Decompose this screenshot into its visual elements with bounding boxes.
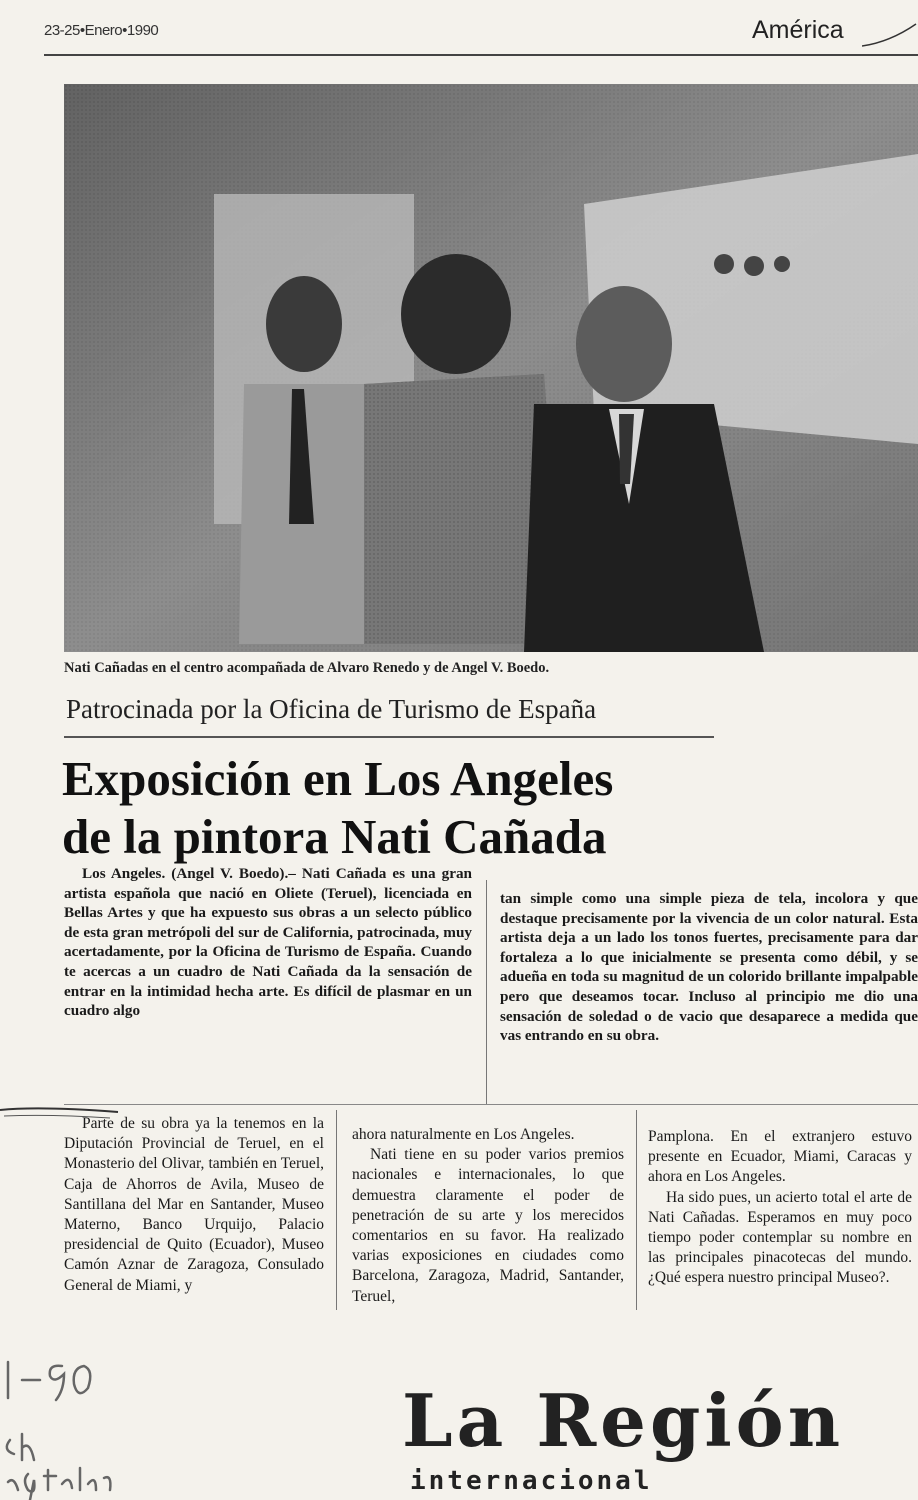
column-divider	[636, 1110, 637, 1310]
lead-column-2	[500, 889, 918, 1046]
lead-paragraph-1: Los Angeles. (Angel V. Boedo).– Nati Cañada es una gran artista española que nació en Oliete (Teruel), licenciada en Bellas Artes y que ha expuesto sus obras a un selecto público de esta gran metrópoli del sur de California, patrocinada, muy acertadamente, por la Oficina de Turismo de España. Cuando te acercas a un cuadro de Nati Cañada da la sensación de entrar en la intimidad hecha arte. Es difícil de plasmar en un cuadro algo	[64, 865, 472, 1020]
body-column-1	[64, 1114, 324, 1296]
masthead-subtitle: internacional	[410, 1466, 653, 1496]
body-column-2	[352, 1125, 624, 1307]
kicker-rule	[64, 736, 714, 738]
news-photo	[64, 84, 918, 652]
pen-mark-decoration	[0, 1098, 120, 1128]
headline-line-2: de la pintora Nati Cañada	[62, 809, 607, 864]
masthead-title: La Región	[402, 1378, 845, 1463]
article-kicker: Patrocinada por la Oficina de Turismo de España	[66, 694, 597, 724]
body-paragraph: Parte de su obra ya la tenemos en la Diputación Provincial de Teruel, en el Monasterio del Olivar, también en Teruel, Caja de Ahorros de Avila, Museo de Santillana del Mar en Santander, Museo Materno, Banco Urquijo, Palacio presidencial de Quito (Ecuador), Museo Camón Aznar de Zaragoza, Consulado General de Miami, y	[64, 1115, 324, 1294]
photo-caption: Nati Cañadas en el centro acompañada de Alvaro Renedo y de Angel V. Boedo.	[64, 660, 550, 676]
body-paragraph: ahora naturalmente en Los Angeles.	[352, 1126, 575, 1143]
headline-line-1: Exposición en Los Angeles	[62, 751, 614, 806]
section-rule	[64, 1104, 918, 1105]
lead-paragraph-2: tan simple como una simple pieza de tela, incolora y que destaque precisamente por la vivencia de un color natural. Esta artista deja a un lado los tonos fuertes, precisamente para dar fortaleza a lo que inicialmente se presenta como débil, y se adueña en toda su magnitud de un colorido brillante impalpable pero que deseamos tocar. Incluso al principio me dio una sensación de soledad o de vacio que desaparece a medida que vas entrando en su obra.	[500, 890, 918, 1045]
body-paragraph: Ha sido pues, un acierto total el arte de Nati Cañadas. Esperamos en muy poco tiempo poder contemplar su nombre en las principales pinacotecas del mundo. ¿Qué espera nuestro principal Museo?.	[648, 1188, 912, 1287]
column-divider	[486, 880, 487, 1104]
handwritten-note	[0, 1350, 150, 1500]
lead-column-1	[64, 864, 472, 1021]
body-paragraph: Nati tiene en su poder varios premios nacionales e internacionales, lo que demuestra claramente el poder de penetración de su arte y los merecidos comentarios en su favor. Ha realizado varias exposiciones en ciudades como Barcelona, Zaragoza, Madrid, Santander, Teruel,	[352, 1146, 624, 1305]
section-label: América	[752, 16, 844, 44]
column-divider	[336, 1110, 337, 1310]
article-headline	[62, 750, 762, 866]
dateline: 23-25•Enero•1990	[44, 22, 159, 39]
top-rule	[44, 54, 918, 56]
section-swoosh-decoration	[862, 22, 918, 50]
body-column-3	[648, 1127, 912, 1289]
body-paragraph: Pamplona. En el extranjero estuvo presente en Ecuador, Miami, Caracas y ahora en Los Angeles.	[648, 1128, 912, 1186]
